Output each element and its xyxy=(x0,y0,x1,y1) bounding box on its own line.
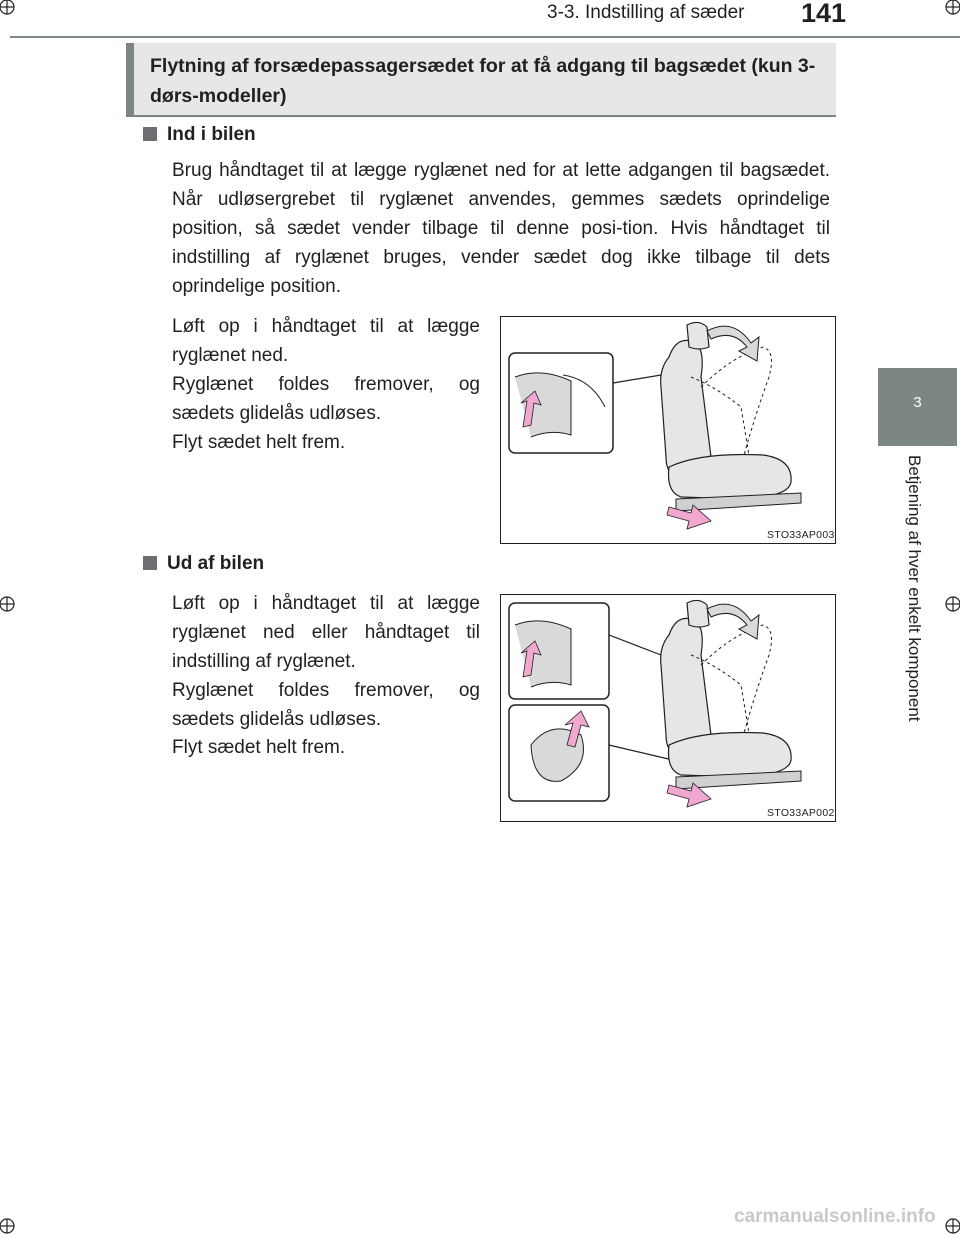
page-number: 141 xyxy=(801,0,847,28)
ud-step-1: Løft op i håndtaget til at lægge ryglænet ned eller håndtaget til indstilling af ryglænet. xyxy=(172,593,480,672)
subheading-ud-text: Ud af bilen xyxy=(167,553,265,574)
chapter-tab-number: 3 xyxy=(913,394,922,411)
ind-step-2: Ryglænet foldes fremover, og sædets glidelås udløses. xyxy=(172,374,480,424)
figure-code: STO33AP002 xyxy=(767,807,835,819)
square-bullet-icon xyxy=(143,556,157,570)
ud-step-2: Ryglænet foldes fremover, og sædets glidelås udløses. xyxy=(172,680,480,730)
chapter-side-title: Betjening af hver enkelt komponent xyxy=(905,455,924,722)
watermark: carmanualsonline.info xyxy=(734,1206,936,1227)
seat-illustration xyxy=(501,595,834,820)
figure-seat-entry xyxy=(500,316,836,544)
fold-arrow-icon xyxy=(707,326,759,361)
subheading-ud xyxy=(143,553,264,575)
ind-intro-paragraph: Brug håndtaget til at lægge ryglænet ned for at lette adgangen til bagsædet. Når udløsergrebet til ryglænet anvendes, gemmes sædets oprindelige position, så sædet vender tilbage til denne posi-tion. Hvis håndtaget til indstilling af ryglænet bruges, vender sædet dog ikke tilbage til dets oprindelige position. xyxy=(172,160,830,297)
subheading-ind-text: Ind i bilen xyxy=(167,124,256,145)
subheading-ind xyxy=(143,124,256,146)
header-rule xyxy=(10,36,960,38)
chapter-tab xyxy=(878,368,957,446)
fold-arrow-icon xyxy=(707,604,759,639)
section-title: Flytning af forsædepassagersædet for at få adgang til bagsædet (kun 3-dørs-modeller) xyxy=(150,55,816,107)
section-box-rule xyxy=(126,115,836,117)
running-header-section: 3-3. Indstilling af sæder xyxy=(547,2,745,23)
seat-illustration xyxy=(501,317,834,542)
square-bullet-icon xyxy=(143,127,157,141)
section-title-box xyxy=(126,43,836,115)
figure-seat-exit xyxy=(500,594,836,822)
ud-step-3: Flyt sædet helt frem. xyxy=(172,737,346,758)
figure-code: STO33AP003 xyxy=(767,529,835,541)
ind-step-1: Løft op i håndtaget til at lægge ryglænet ned. xyxy=(172,316,480,366)
ind-step-3: Flyt sædet helt frem. xyxy=(172,432,346,453)
